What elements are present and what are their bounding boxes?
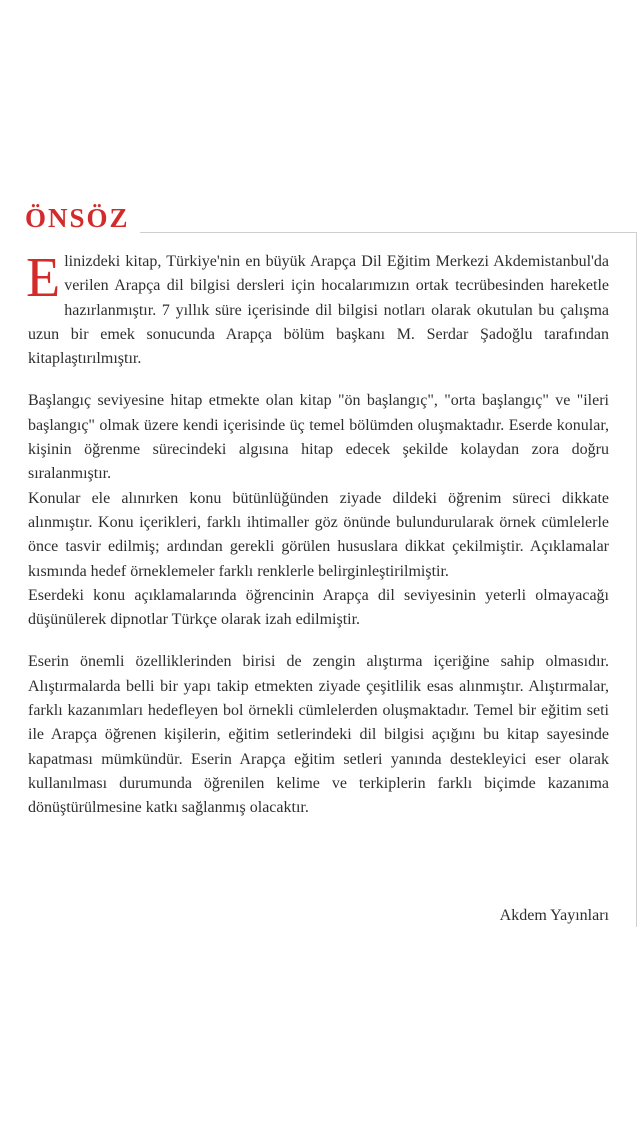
paragraph: Eserin önemli özelliklerinden birisi de zengin alıştırma içeriğine sahip olmasıdır. Alıştırmalarda belli bir yapı takip etmekten ziyade çeşitlilik esas alınmıştır. Alıştırmalar, farklı kazanımları hedefleyen bol örnekli cümlelerden oluşmaktadır. Temel bir eğitim seti ile Arapça öğrenen kişilerin, eğitim setlerindeki dil bilgisi açığını bu kitap sayesinde kapatması mümkündür. Eserin Arapça eğitim setleri yanında destekleyici eser olarak kullanılması durumunda öğrenilen kelime ve terkiplerin farklı biçimde kazanıma dönüştürülmesine katkı sağlanmış olacaktır. xyxy=(28,653,609,817)
intro-paragraph-text: linizdeki kitap, Türkiye'nin en büyük Arapça Dil Eğitim Merkezi Akdemistanbul'da verilen Arapça dil bilgisi dersleri için hocalarımızın ortak tecrübesinden hareketle hazırlanmıştır. 7 yıllık süre içerisinde dil bilgisi notları olarak okutulan bu çalışma uzun bir emek sonucunda Arapça bölüm başkanı M. Serdar Şadoğlu tarafından kitaplaştırılmıştır. xyxy=(28,253,609,368)
frame-right-rule xyxy=(636,232,637,927)
drop-cap: E xyxy=(26,247,61,309)
paragraph: Eserdeki konu açıklamalarında öğrencinin Arapça dil seviyesinin yeterli olmayacağı düşünülerek dipnotlar Türkçe olarak izah edilmiştir. xyxy=(28,586,609,629)
body-text xyxy=(26,247,609,821)
page-title: ÖNSÖZ xyxy=(25,203,130,233)
frame-top-rule xyxy=(140,232,637,233)
publisher-signature: Akdem Yayınları xyxy=(499,907,609,924)
paragraph: Başlangıç seviyesine hitap etmekte olan kitap "ön başlangıç", "orta başlangıç" ve "ileri başlangıç" olmak üzere kendi içerisinde üç temel bölümden oluşmaktadır. Eserde konular, kişinin öğrenme sürecindeki algısına hitap edecek şekilde kolaydan zora doğru sıralanmıştır. xyxy=(28,392,609,483)
paragraph: Konular ele alınırken konu bütünlüğünden ziyade dildeki öğrenim süreci dikkate alınmıştır. Konu içerikleri, farklı ihtimaller göz önünde bulundurularak örnek cümlelerle önce tasvir edilmiş; ardından gerekli görülen hususlara dikkat çekilmiştir. Açıklamalar kısmında hedef örneklemeler farklı renklerle belirginleştirilmiştir. xyxy=(28,489,609,580)
intro-paragraph xyxy=(26,247,609,371)
